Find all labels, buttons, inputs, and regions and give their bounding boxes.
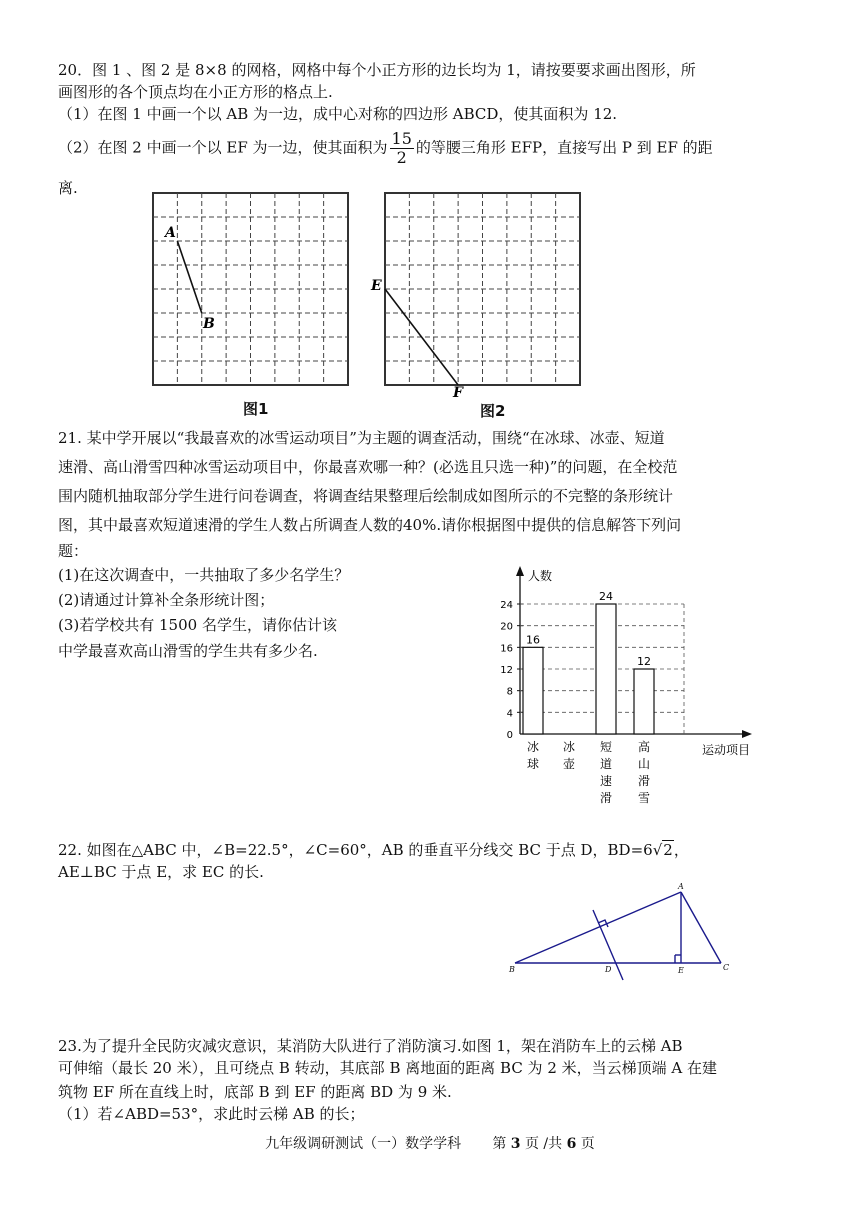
- bd-value: 6√2: [643, 841, 673, 859]
- x-axis-arrow: [742, 730, 752, 738]
- q21-line2: 速滑、高山滑雪四种冰雪运动项目中，你最喜欢哪一种？(必选且只选一种)”的问题，在全校范: [58, 458, 678, 476]
- figure-2-caption: 图2: [480, 402, 506, 420]
- bd-coefficient: 6: [643, 841, 653, 859]
- bar: [523, 647, 543, 734]
- y-tick-label: 20: [500, 621, 513, 633]
- q23-line3: 筑物 EF 所在直线上时，底部 B 到 EF 的距离 BD 为 9 米.: [58, 1083, 452, 1101]
- y-tick-label: 0: [506, 730, 513, 741]
- fraction-denominator: 2: [396, 148, 407, 167]
- q20-part2-post: 的等腰三角形 EFP，直接写出 P 到 EF 的距: [415, 138, 713, 157]
- q22-line2: AE⊥BC 于点 E，求 EC 的长.: [58, 863, 264, 881]
- x-axis-label: 运动项目: [702, 743, 751, 757]
- figure-1-caption: 图1: [243, 400, 269, 418]
- label-e: E: [371, 278, 382, 294]
- y-tick-label: 4: [506, 708, 513, 720]
- q21-sub2: (2)请通过计算补全条形统计图；: [58, 591, 275, 609]
- footer-page-total: 6: [566, 1136, 577, 1152]
- segment-ac: [681, 892, 721, 963]
- bar-data-label: 16: [526, 633, 540, 647]
- footer-page-mid: 页 /共: [520, 1136, 567, 1152]
- label-a: A: [678, 882, 684, 891]
- bar-data-label: 24: [599, 590, 613, 603]
- q23-line2: 可伸缩（最长 20 米），且可绕点 B 转动，其底部 B 离地面的距离 BC 为 2 米，当云梯顶端 A 在建: [58, 1059, 718, 1077]
- y-tick-label: 24: [500, 600, 513, 611]
- y-axis-label: 人数: [528, 569, 553, 583]
- y-tick-label: 8: [506, 686, 513, 698]
- bar-chart: [480, 560, 770, 820]
- figure-1-labels: [153, 193, 348, 385]
- figure-2-labels: [371, 193, 580, 403]
- q20-part1: （1）在图 1 中画一个以 AB 为一边，成中心对称的四边形 ABCD，使其面积为 12.: [58, 105, 618, 123]
- q21-line1: 21. 某中学开展以“我最喜欢的冰雪运动项目”为主题的调查活动，围绕“在冰球、冰壶、短道: [58, 429, 665, 447]
- q22-line1: [58, 840, 689, 860]
- q21-sub1: (1)在这次调查中，一共抽取了多少名学生？: [58, 566, 350, 584]
- q21-line3: 围内随机抽取部分学生进行问卷调查，将调查结果整理后绘制成如图所示的不完整的条形统计: [58, 487, 674, 505]
- q23-line1: 23.为了提升全民防灾减灾意识，某消防大队进行了消防演习.如图 1，架在消防车上的云梯 AB: [58, 1037, 683, 1055]
- x-tick-label: 球: [526, 757, 540, 771]
- x-tick-label: 短: [599, 740, 613, 754]
- x-tick-label: 壶: [562, 757, 576, 771]
- x-tick-label: 速: [599, 774, 613, 788]
- label-f: F: [453, 385, 463, 401]
- q21-line5: 题：: [58, 542, 89, 560]
- footer-page-number: 3: [510, 1136, 521, 1152]
- q21-line4: 图，其中最喜欢短道速滑的学生人数占所调查人数的40%.请你根据图中提供的信息解答下列问: [58, 516, 682, 534]
- bd-radicand: 2: [663, 841, 673, 859]
- label-a: A: [165, 225, 176, 241]
- q21-sub3a: (3)若学校共有 1500 名学生，请你估计该: [58, 616, 337, 634]
- footer-page-pre: 第: [492, 1136, 511, 1152]
- label-b: B: [509, 965, 515, 974]
- q20-part2-pre: （2）在图 2 中画一个以 EF 为一边，使其面积为: [58, 138, 388, 157]
- bar: [634, 669, 654, 734]
- y-tick-label: 16: [500, 643, 513, 655]
- label-d: D: [605, 965, 612, 974]
- q23-part1: （1）若∠ABD=53°，求此时云梯 AB 的长；: [58, 1105, 365, 1123]
- x-tick-label: 山: [637, 757, 651, 771]
- footer-page-post: 页: [576, 1136, 595, 1152]
- y-tick-label: 12: [500, 665, 513, 676]
- x-tick-label: 高: [637, 740, 651, 754]
- label-c: C: [723, 963, 730, 972]
- q22-line1-post: ，: [673, 841, 689, 859]
- footer-title: 九年级调研测试（一）数学学科: [265, 1136, 462, 1152]
- q20-line1: 20．图 1 、图 2 是 8×8 的网格，网格中每个小正方形的边长均为 1，请按要要求画出图形，所: [58, 61, 696, 79]
- x-tick-label: 冰: [562, 740, 576, 754]
- page-footer: [0, 1133, 860, 1153]
- segment-ab: [515, 892, 681, 963]
- bar: [596, 604, 616, 734]
- x-tick-label: 雪: [637, 791, 651, 805]
- q21-sub3b: 中学最喜欢高山滑雪的学生共有多少名.: [58, 642, 318, 660]
- y-axis-arrow: [516, 566, 524, 576]
- x-tick-label: 道: [599, 757, 613, 771]
- fraction-numerator: 15: [391, 129, 412, 148]
- fraction: [390, 130, 414, 167]
- label-b: B: [203, 316, 215, 332]
- q20-part2: [58, 130, 713, 167]
- bar-data-label: 12: [637, 655, 651, 668]
- q22-line1-pre: 22. 如图在△ABC 中，∠B=22.5°，∠C=60°，AB 的垂直平分线交 BC 于点 D，BD=: [58, 841, 644, 859]
- triangle-figure: [505, 880, 745, 980]
- x-tick-label: 滑: [599, 791, 613, 805]
- q20-part2-end: 离.: [58, 179, 78, 197]
- label-e: E: [678, 966, 684, 975]
- x-tick-label: 滑: [637, 774, 651, 788]
- x-tick-label: 冰: [526, 740, 540, 754]
- q20-line2: 画图形的各个顶点均在小正方形的格点上.: [58, 83, 333, 101]
